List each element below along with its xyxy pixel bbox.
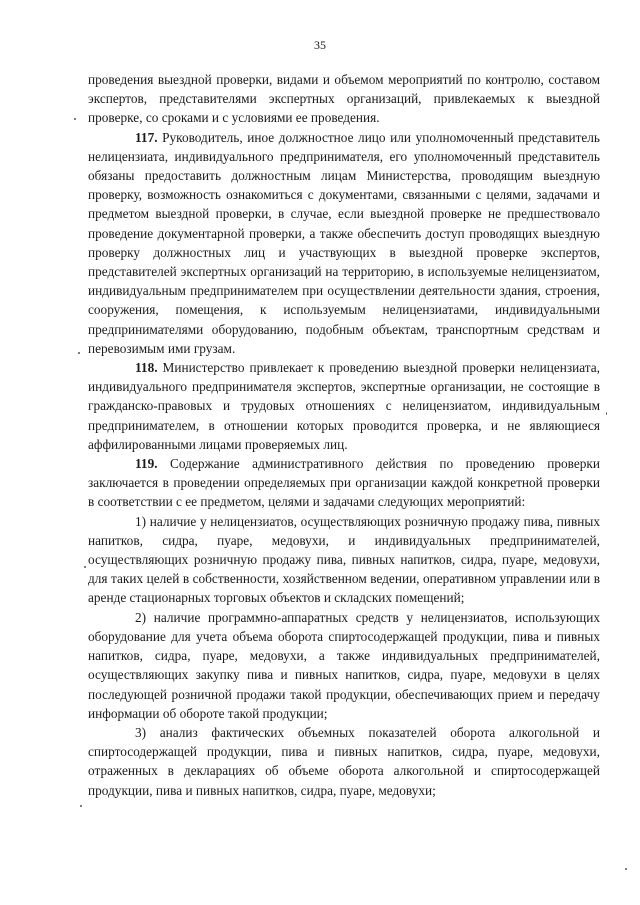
scan-speck xyxy=(78,352,80,354)
scan-speck xyxy=(625,868,627,870)
document-body xyxy=(88,70,600,800)
list-item-3 xyxy=(88,723,600,800)
paragraph-number: 117. xyxy=(135,129,158,145)
paragraph-text: Содержание административного действия по проведению проверки заключается в проведении определяемых при организации каждой конкретной проверки в соответствии с ее предметом, целями и задачами следующих мероприятий: xyxy=(88,456,600,510)
paragraph-text: Руководитель, иное должностное лицо или уполномоченный представитель нелицензиата, индивидуального предпринимателя, его уполномоченный представитель обязаны предоставить должностным лицам Министерства, проводящим выездную проверку, возможность ознакомиться с документами, связанными с целями, задачами и предметом выездной проверки, в случае, если выездной проверке не предшествовало проведение документарной проверки, а также обеспечить доступ проводящих выездную проверку должностных лиц и участвующих в выездной проверке экспертов, представителей экспертных организаций на территорию, в используемые нелицензиатом, индивидуальным предпринимателем при осуществлении деятельности здания, строения, сооружения, помещения, к используемым нелицензиатами, индивидуальными предпринимателями оборудованию, подобным объектам, транспортным средствам и перевозимым ими грузам. xyxy=(88,129,600,356)
list-item-1 xyxy=(88,512,600,608)
list-item-2 xyxy=(88,608,600,723)
paragraph-118 xyxy=(88,358,600,454)
paragraph-continuation xyxy=(88,70,600,128)
scan-speck xyxy=(80,805,82,807)
list-item-text: 2) наличие программно-аппаратных средств у нелицензиатов, использующих оборудование для учета объема оборота спиртосодержащей продукции, пива и пивных напитков, сидра, пуаре, медовухи, а также индивидуальных предпринимателей, осуществляющих закупку пива и пивных напитков, сидра, пуаре, медовухи в целях последующей розничной продажи такой продукции, обеспечивающих прием и передачу информации об обороте такой продукции; xyxy=(88,609,600,721)
scan-speck xyxy=(84,566,86,568)
list-item-text: 3) анализ фактических объемных показателей оборота алкогольной и спиртосодержащей продукции, пива и пивных напитков, сидра, пуаре, медовухи, отраженных в декларациях об объеме оборота алкогольной и спиртосодержащей продукции, пива и пивных напитков, сидра, пуаре, медовухи; xyxy=(88,724,600,798)
paragraph-117 xyxy=(88,128,600,358)
paragraph-119 xyxy=(88,454,600,512)
scan-speck xyxy=(74,118,76,120)
paragraph-text: Министерство привлекает к проведению выездной проверки нелицензиата, индивидуального предпринимателя экспертов, экспертные организации, не состоящие в гражданско-правовых и трудовых отношениях с нелицензиатом, индивидуальным предпринимателем, в отношении которых проводится проверка, и не являющиеся аффилированными лицами проверяемых лиц. xyxy=(88,360,600,452)
paragraph-text: проведения выездной проверки, видами и объемом мероприятий по контролю, составом экспертов, представителями экспертных организаций, привлекаемых к выездной проверке, со сроками и с условиями ее проведения. xyxy=(88,72,600,126)
list-item-text: 1) наличие у нелицензиатов, осуществляющих розничную продажу пива, пивных напитков, сидра, пуаре, медовухи, и индивидуальных предпринимателей, осуществляющих розничную продажу пива, пивных напитков, сидра, пуаре, медовухи, для таких целей в собственности, хозяйственном ведении, оперативном управлении или в аренде стационарных торговых объектов и складских помещений; xyxy=(88,513,600,606)
paragraph-number: 119. xyxy=(135,456,158,472)
paragraph-number: 118. xyxy=(135,360,158,376)
scan-speck xyxy=(606,412,607,415)
page-number: 35 xyxy=(314,38,326,52)
